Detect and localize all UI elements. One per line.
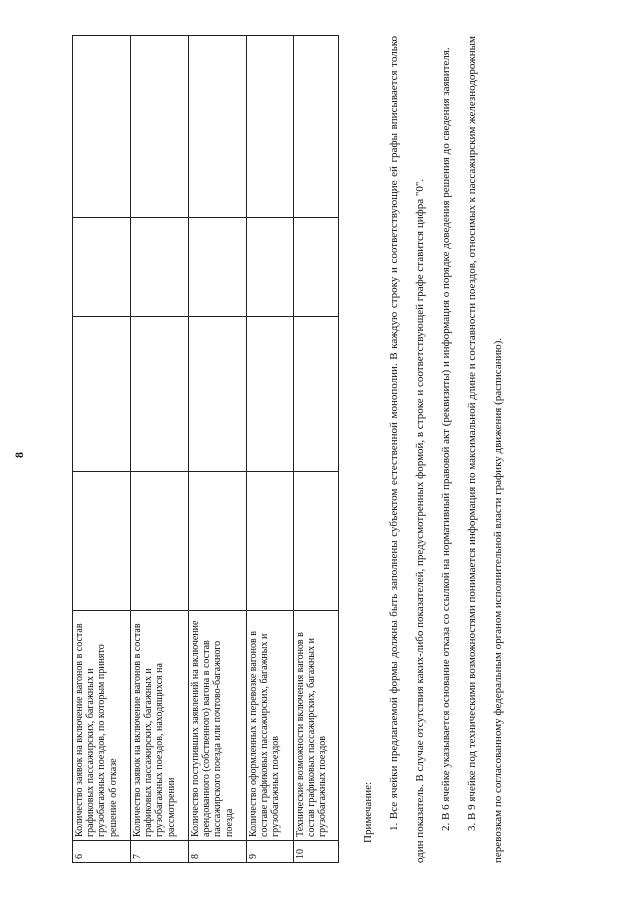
empty-cell <box>73 36 131 218</box>
empty-cell <box>189 218 247 317</box>
row-number: 7 <box>131 841 189 863</box>
page-number: 8 <box>12 452 26 458</box>
empty-cell <box>189 472 247 611</box>
empty-cell <box>189 36 247 218</box>
empty-cell <box>294 472 339 611</box>
empty-cell <box>247 317 294 472</box>
notes-section <box>355 36 511 863</box>
empty-cell <box>131 317 189 472</box>
note-paragraph: 3. В 9 ячейке под техническими возможностями понимается информация по максимальной длине и составности поездов, относимых к пассажирским железнодорожным перевозкам по согласованному федеральным органом исполнительной власти графику движения (расписанию). <box>466 36 504 863</box>
row-label: Количество оформленных к перевозке вагонов в составе графиковых пассажирских, багажных и грузобагажных поездов <box>247 611 294 841</box>
empty-cell <box>294 317 339 472</box>
table-row <box>189 36 247 863</box>
note-paragraph: 1. Все ячейки предлагаемой формы должны быть заполнены субъектом естественной монополии. В каждую строку и соответствующие ей графы вписывается только один показатель. В случае отсутствия каких-либо показателей, предусмотренных формой, в строке и соответствующей графе ставится цифра "0". <box>388 36 426 863</box>
empty-cell <box>131 36 189 218</box>
empty-cell <box>247 218 294 317</box>
empty-cell <box>73 317 131 472</box>
note-paragraph: 2. В 6 ячейке указывается основание отказа со ссылкой на нормативный правовой акт (реквизиты) и информация о порядке доведения решения до сведения заявителя. <box>440 47 452 831</box>
empty-cell <box>247 36 294 218</box>
row-label: Количество заявок на включение вагонов в состав графиковых пассажирских, багажных и грузобагажных поездов, по которым принято решение об отказе <box>73 611 131 841</box>
empty-cell <box>294 36 339 218</box>
empty-cell <box>73 472 131 611</box>
empty-cell <box>131 218 189 317</box>
table-row <box>247 36 294 863</box>
row-label: Количество поступивших заявлений на включение арендованного (собственного) вагона в состав пассажирского поезда или почтово-багажного поезда <box>189 611 247 841</box>
empty-cell <box>131 472 189 611</box>
row-number: 8 <box>189 841 247 863</box>
row-label: Количество заявок на включение вагонов в состав графиковых пассажирских, багажных и грузобагажных поездов, находящихся на рассмотрении <box>131 611 189 841</box>
empty-cell <box>294 218 339 317</box>
notes-title: Примечание: <box>362 781 374 843</box>
table-row <box>73 36 131 863</box>
row-number: 10 <box>294 841 339 863</box>
empty-cell <box>247 472 294 611</box>
form-table <box>72 35 339 863</box>
row-number: 9 <box>247 841 294 863</box>
table-row <box>294 36 339 863</box>
row-number: 6 <box>73 841 131 863</box>
empty-cell <box>189 317 247 472</box>
row-label: Технические возможности включения вагонов в состав графиковых пассажирских, багажных и грузобагажных поездов <box>294 611 339 841</box>
table-row <box>131 36 189 863</box>
empty-cell <box>73 218 131 317</box>
